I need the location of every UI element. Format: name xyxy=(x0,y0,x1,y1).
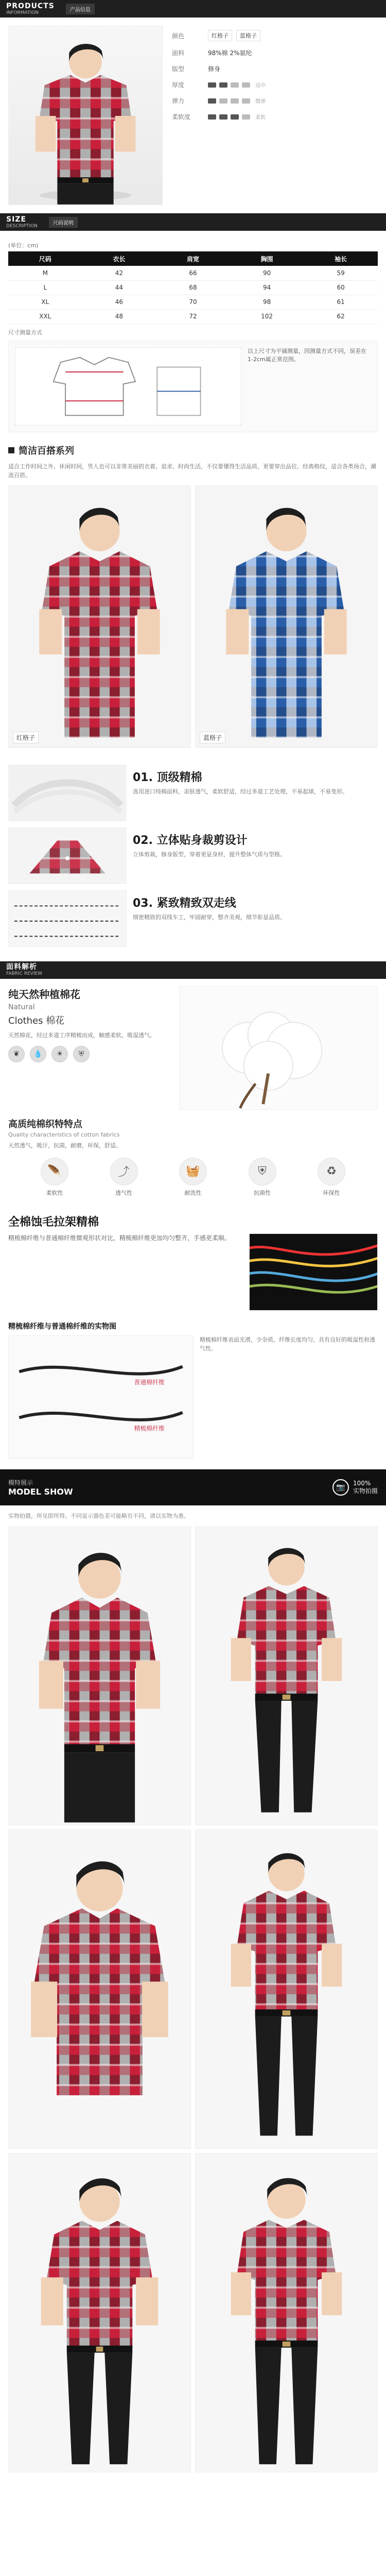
elastic-label: 弹力 xyxy=(172,97,185,105)
size-section xyxy=(0,231,386,438)
model-red-standing xyxy=(9,1527,190,1825)
elastic-value: 微弹 xyxy=(255,99,266,105)
model-red-illustration xyxy=(9,26,162,205)
feature-icon-breath: ⤴ 透气性 xyxy=(98,1158,150,1197)
elastic-scale xyxy=(208,98,250,104)
product-photo-red xyxy=(8,26,163,205)
model-red-closeup xyxy=(9,1830,190,2148)
model-row xyxy=(8,1829,378,2149)
feature-item xyxy=(8,827,378,884)
products-tag: 产品信息 xyxy=(66,4,95,14)
compare-photo xyxy=(249,1233,378,1311)
fabric-feature-sub: Quality characteristics of cotton fabrics xyxy=(8,1131,120,1138)
measure-title: 尺寸测量方式 xyxy=(8,329,42,336)
feature-text xyxy=(133,890,378,947)
model-photo xyxy=(8,1527,191,1825)
soft-row xyxy=(172,112,378,121)
color-option-blue[interactable]: 蓝格子 xyxy=(236,30,260,41)
model-red-full xyxy=(196,1527,377,1825)
compare-row xyxy=(8,1233,378,1311)
fabric-line2: Natural xyxy=(8,1003,35,1011)
leaf-icon: ❦ xyxy=(8,1046,25,1062)
measure-desc: 以上尺寸为平铺测量，因测量方式不同，误差在1-2cm属正常范围。 xyxy=(248,347,366,363)
model-red-turn xyxy=(196,2154,377,2472)
colorway-label-red: 红格子 xyxy=(13,732,39,743)
size-col-2: 肩宽 xyxy=(156,251,230,266)
model-photo xyxy=(8,2153,191,2472)
model-row xyxy=(8,1527,378,1825)
fabric-section xyxy=(0,979,386,1208)
thread-compare-icon xyxy=(9,1336,193,1459)
size-col-0: 尺码 xyxy=(8,251,82,266)
compare-section xyxy=(0,1208,386,1316)
micro-section xyxy=(0,1316,386,1464)
antibacterial-icon: ⛨ xyxy=(249,1158,276,1185)
size-tag: 尺码说明 xyxy=(49,217,78,228)
thickness-value: 适中 xyxy=(255,83,266,89)
camera-icon: 📷 xyxy=(332,1479,349,1496)
collar-detail-icon xyxy=(9,828,126,884)
thickness-scale xyxy=(208,82,250,88)
compare-text: 精梳棉纤维与普通棉纤维微观形状对比，精梳棉纤维更加均匀整齐，手感更柔顺。 xyxy=(8,1234,231,1242)
feature-item xyxy=(8,890,378,947)
feature-desc: 选用进口纯棉面料，亲肤透气，柔软舒适，经过多道工艺处理，不易起球，不易变形。 xyxy=(133,788,348,795)
fabric-feature-head xyxy=(8,1110,378,1149)
soft-scale xyxy=(208,114,250,120)
real-photo-badge: 📷 100% 实物拍摄 xyxy=(332,1479,378,1496)
model-photo xyxy=(195,2153,378,2472)
model-red-front xyxy=(9,486,190,748)
recycle-icon: ♻ xyxy=(318,1158,345,1185)
size-table xyxy=(8,251,378,324)
model-title: 模特展示 MODEL SHOW xyxy=(8,1479,73,1497)
drop-icon: 💧 xyxy=(30,1046,46,1062)
soft-value: 柔软 xyxy=(255,115,266,121)
fabric-title: 面料解析 FABRIC REVIEW xyxy=(6,963,43,977)
shirt-measure-icon xyxy=(15,348,241,425)
measure-diagram xyxy=(15,347,241,426)
feather-icon: 🪶 xyxy=(41,1158,68,1185)
table-row: XL 46 70 98 61 xyxy=(8,295,378,309)
feature-icon-soft: 🪶 柔软性 xyxy=(29,1158,80,1197)
size-title: SIZE DESCRIPTION xyxy=(6,215,38,229)
measure-diagram-box xyxy=(8,341,378,432)
style-value: 修身 xyxy=(208,65,221,73)
fabric-fold-icon xyxy=(9,765,126,821)
feature-thumb xyxy=(8,827,127,884)
micro-title: 精梳棉纤维与普通棉纤维的实物图 xyxy=(8,1322,116,1331)
colorway-blue xyxy=(195,485,378,748)
color-label: 颜色 xyxy=(172,32,185,40)
cotton-icon xyxy=(180,987,377,1109)
shield-icon: ⛨ xyxy=(73,1046,90,1062)
style-row xyxy=(172,64,378,73)
colorway-red xyxy=(8,485,191,748)
size-col-3: 胸围 xyxy=(230,251,304,266)
fabric-value: 98%棉 2%氨纶 xyxy=(208,49,252,57)
micro-box xyxy=(8,1335,378,1459)
model-intro-text: 实物拍摄，所见即所得。不同显示器色差可能略有不同，请以实物为准。 xyxy=(8,1512,189,1519)
model-intro xyxy=(0,1505,386,1527)
model-red-pocket xyxy=(196,1830,377,2148)
table-row: XXL 48 72 102 62 xyxy=(8,309,378,324)
feature-desc: 细密精致的双线车工，牢固耐穿，整齐美观，细节彰显品质。 xyxy=(133,913,286,921)
feature-item xyxy=(8,765,378,821)
feature-text xyxy=(133,827,378,884)
feature-icon-wash: 🧺 耐洗性 xyxy=(167,1158,219,1197)
feature-desc: 立体剪裁，修身版型，穿着更显身材，提升整体气质与型格。 xyxy=(133,851,286,858)
model-row xyxy=(8,2153,378,2472)
model-blue-front xyxy=(196,486,377,748)
table-row: L 44 68 94 60 xyxy=(8,280,378,295)
soft-label: 柔软度 xyxy=(172,113,191,121)
fabric-mini-icons xyxy=(8,1046,173,1062)
style-label: 版型 xyxy=(172,65,185,73)
products-header xyxy=(0,0,386,18)
micro-right: 精梳棉纤维表面光滑，少杂质，纤维长度均匀，具有良好的吸湿性和透气性。 xyxy=(200,1336,375,1352)
fabric-feature-title: 高质纯棉织特特点 xyxy=(8,1118,82,1130)
wash-icon: 🧺 xyxy=(179,1158,207,1185)
model-photo xyxy=(195,1527,378,1825)
table-row: M 42 66 90 59 xyxy=(8,266,378,280)
fabric-header xyxy=(0,961,386,979)
features-section xyxy=(0,753,386,958)
feature-thumb xyxy=(8,765,127,821)
series-title: 简洁百搭系列 xyxy=(0,438,386,459)
model-header xyxy=(0,1469,386,1505)
cotton-photo xyxy=(179,986,378,1110)
colorway-label-blue: 蓝格子 xyxy=(200,732,225,743)
fabric-label: 面料 xyxy=(172,49,185,57)
compare-title: 全棉蚀毛拉架精棉 xyxy=(8,1215,99,1229)
feature-text xyxy=(133,765,378,821)
products-title: PRODUCTS INFORMATION xyxy=(6,2,55,15)
product-attributes xyxy=(172,26,378,205)
model-photo xyxy=(195,1829,378,2149)
left-thread-label: 普通棉纤维 xyxy=(134,1378,165,1386)
fabric-line1: 纯天然种植棉花 xyxy=(8,988,80,1001)
elastic-row xyxy=(172,96,378,105)
thickness-label: 厚度 xyxy=(172,81,185,89)
color-options xyxy=(208,30,260,41)
size-header xyxy=(0,213,386,231)
feature-icon-eco: ♻ 环保性 xyxy=(306,1158,357,1197)
product-info-section xyxy=(0,18,386,213)
stitch-detail-icon xyxy=(9,891,126,946)
fabric-line3: Clothes 棉花 xyxy=(8,1015,65,1026)
color-row xyxy=(172,30,378,41)
fabric-row xyxy=(172,48,378,57)
size-col-4: 袖长 xyxy=(304,251,378,266)
fabric-desc: 天然棉花，经过多道工序精梳而成，触感柔软，吸湿透气。 xyxy=(8,1031,155,1039)
feature-title: 03. 紧致精致双走线 xyxy=(133,896,236,910)
feature-thumb xyxy=(8,890,127,947)
fabric-feature-desc: 天然透气，吸汗，抗菌，耐磨，环保，舒适。 xyxy=(8,1142,121,1149)
color-option-red[interactable]: 红格子 xyxy=(208,30,232,41)
size-col-1: 衣长 xyxy=(82,251,156,266)
fabric-feature-icons xyxy=(8,1149,378,1201)
sun-icon: ☀ xyxy=(51,1046,68,1062)
series-desc: 适合工作时间之外，休闲时间，男人也可以非常美丽的衣着。追求、时尚生活，不仅要懂得生活品质，更要穿出品位。经典格纹，适合各类场合，潮流百搭。 xyxy=(8,463,376,479)
fabric-text xyxy=(8,986,173,1110)
feature-icon-antibacterial: ⛨ 抗菌性 xyxy=(237,1158,288,1197)
model-red-walk xyxy=(9,2154,190,2472)
size-unit-note: (单位：cm) xyxy=(8,242,39,249)
fibers-icon xyxy=(250,1234,377,1310)
square-icon xyxy=(8,447,14,453)
micro-left xyxy=(8,1335,194,1459)
fabric-top xyxy=(8,986,378,1110)
breath-icon: ⤴ xyxy=(110,1158,138,1185)
thickness-row xyxy=(172,80,378,89)
right-thread-label: 精梳棉纤维 xyxy=(134,1425,165,1432)
model-photo xyxy=(8,1829,191,2149)
model-grid xyxy=(0,1527,386,2485)
feature-title: 02. 立体贴身裁剪设计 xyxy=(133,834,248,847)
colorways-showcase xyxy=(0,485,386,753)
feature-title: 01. 顶级精棉 xyxy=(133,771,202,784)
